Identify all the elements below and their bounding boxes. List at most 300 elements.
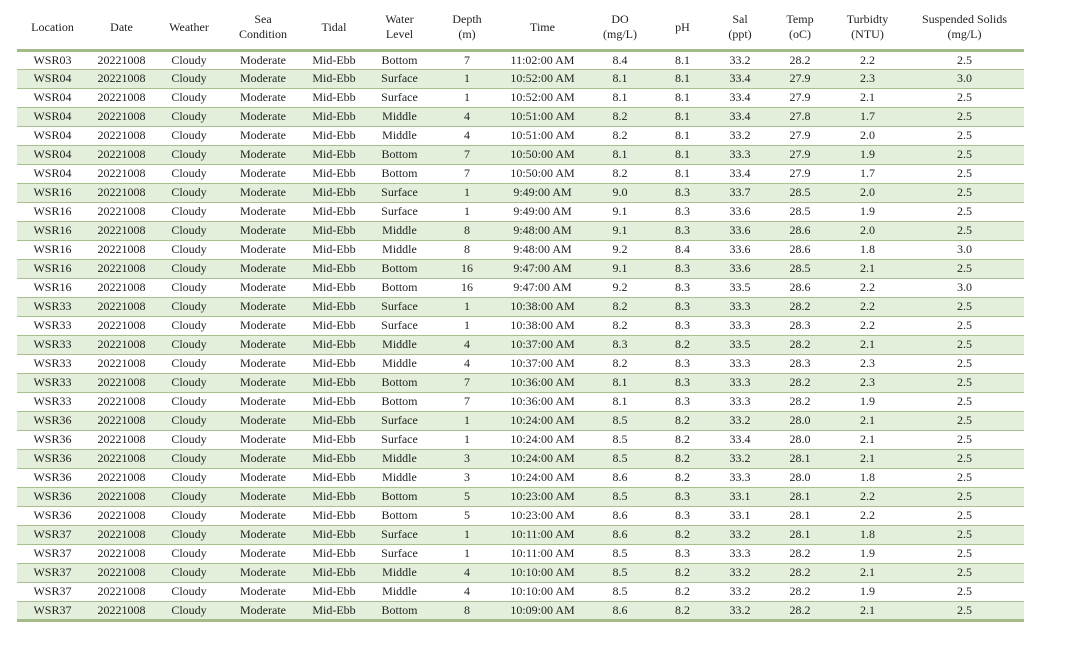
cell-location: WSR36: [17, 468, 88, 487]
cell-sal: 33.2: [710, 50, 770, 69]
cell-suspended-solids: 2.5: [905, 601, 1024, 620]
cell-sal: 33.2: [710, 582, 770, 601]
cell-date: 20221008: [88, 50, 155, 69]
cell-date: 20221008: [88, 240, 155, 259]
cell-temp: 28.3: [770, 354, 830, 373]
cell-water-level: Surface: [365, 202, 434, 221]
cell-weather: Cloudy: [155, 183, 223, 202]
cell-weather: Cloudy: [155, 69, 223, 88]
cell-location: WSR16: [17, 240, 88, 259]
cell-location: WSR36: [17, 449, 88, 468]
cell-time: 10:10:00 AM: [500, 582, 585, 601]
cell-ph: 8.3: [655, 487, 710, 506]
cell-tidal: Mid-Ebb: [303, 88, 365, 107]
table-row: [17, 582, 1024, 601]
cell-depth: 8: [434, 221, 500, 240]
cell-sal: 33.1: [710, 506, 770, 525]
cell-suspended-solids: 2.5: [905, 221, 1024, 240]
table-row: [17, 50, 1024, 69]
cell-time: 10:11:00 AM: [500, 525, 585, 544]
cell-do: 8.2: [585, 297, 655, 316]
cell-ph: 8.1: [655, 50, 710, 69]
column-header-suspended-solids: Suspended Solids (mg/L): [905, 6, 1024, 50]
cell-date: 20221008: [88, 468, 155, 487]
cell-water-level: Middle: [365, 107, 434, 126]
table-row: [17, 183, 1024, 202]
cell-depth: 8: [434, 601, 500, 620]
cell-location: WSR37: [17, 601, 88, 620]
cell-water-level: Surface: [365, 544, 434, 563]
cell-time: 9:47:00 AM: [500, 278, 585, 297]
table-row: [17, 411, 1024, 430]
cell-tidal: Mid-Ebb: [303, 544, 365, 563]
cell-sal: 33.3: [710, 392, 770, 411]
cell-turbidity: 1.9: [830, 392, 905, 411]
cell-suspended-solids: 2.5: [905, 392, 1024, 411]
cell-suspended-solids: 3.0: [905, 240, 1024, 259]
cell-depth: 1: [434, 297, 500, 316]
cell-do: 8.1: [585, 145, 655, 164]
cell-time: 10:24:00 AM: [500, 468, 585, 487]
cell-location: WSR33: [17, 297, 88, 316]
cell-do: 9.0: [585, 183, 655, 202]
cell-ph: 8.3: [655, 202, 710, 221]
cell-ph: 8.1: [655, 164, 710, 183]
cell-sea-condition: Moderate: [223, 69, 303, 88]
cell-do: 8.5: [585, 430, 655, 449]
cell-time: 10:37:00 AM: [500, 335, 585, 354]
cell-ph: 8.2: [655, 430, 710, 449]
cell-ph: 8.3: [655, 259, 710, 278]
cell-temp: 28.6: [770, 221, 830, 240]
cell-time: 10:37:00 AM: [500, 354, 585, 373]
cell-water-level: Middle: [365, 449, 434, 468]
cell-tidal: Mid-Ebb: [303, 563, 365, 582]
table-row: [17, 373, 1024, 392]
cell-depth: 5: [434, 487, 500, 506]
cell-sal: 33.4: [710, 430, 770, 449]
cell-depth: 4: [434, 582, 500, 601]
cell-ph: 8.2: [655, 449, 710, 468]
cell-do: 8.6: [585, 506, 655, 525]
cell-date: 20221008: [88, 202, 155, 221]
cell-depth: 1: [434, 430, 500, 449]
cell-temp: 28.6: [770, 278, 830, 297]
cell-weather: Cloudy: [155, 525, 223, 544]
cell-temp: 27.8: [770, 107, 830, 126]
column-header-sea-condition: Sea Condition: [223, 6, 303, 50]
cell-temp: 28.2: [770, 601, 830, 620]
cell-tidal: Mid-Ebb: [303, 202, 365, 221]
cell-depth: 1: [434, 316, 500, 335]
cell-sea-condition: Moderate: [223, 430, 303, 449]
cell-sea-condition: Moderate: [223, 221, 303, 240]
cell-turbidity: 1.8: [830, 240, 905, 259]
cell-time: 10:24:00 AM: [500, 449, 585, 468]
cell-tidal: Mid-Ebb: [303, 392, 365, 411]
cell-weather: Cloudy: [155, 582, 223, 601]
cell-turbidity: 2.1: [830, 563, 905, 582]
cell-sal: 33.2: [710, 525, 770, 544]
cell-turbidity: 1.7: [830, 107, 905, 126]
cell-sal: 33.3: [710, 468, 770, 487]
cell-water-level: Middle: [365, 240, 434, 259]
cell-turbidity: 2.3: [830, 373, 905, 392]
cell-time: 10:51:00 AM: [500, 126, 585, 145]
cell-date: 20221008: [88, 107, 155, 126]
cell-time: 10:50:00 AM: [500, 145, 585, 164]
cell-temp: 28.0: [770, 430, 830, 449]
cell-water-level: Middle: [365, 335, 434, 354]
cell-depth: 7: [434, 145, 500, 164]
cell-ph: 8.3: [655, 392, 710, 411]
column-header-date: Date: [88, 6, 155, 50]
cell-sal: 33.2: [710, 126, 770, 145]
cell-depth: 1: [434, 411, 500, 430]
cell-turbidity: 2.2: [830, 297, 905, 316]
cell-depth: 3: [434, 468, 500, 487]
cell-weather: Cloudy: [155, 392, 223, 411]
cell-sal: 33.5: [710, 335, 770, 354]
cell-do: 8.1: [585, 373, 655, 392]
cell-location: WSR04: [17, 88, 88, 107]
cell-date: 20221008: [88, 278, 155, 297]
cell-tidal: Mid-Ebb: [303, 449, 365, 468]
cell-turbidity: 2.1: [830, 430, 905, 449]
cell-depth: 4: [434, 563, 500, 582]
cell-sea-condition: Moderate: [223, 145, 303, 164]
cell-turbidity: 2.1: [830, 601, 905, 620]
cell-location: WSR33: [17, 373, 88, 392]
cell-water-level: Surface: [365, 430, 434, 449]
cell-suspended-solids: 2.5: [905, 316, 1024, 335]
cell-depth: 16: [434, 259, 500, 278]
cell-time: 10:51:00 AM: [500, 107, 585, 126]
cell-sea-condition: Moderate: [223, 563, 303, 582]
cell-date: 20221008: [88, 183, 155, 202]
cell-temp: 28.0: [770, 468, 830, 487]
cell-suspended-solids: 2.5: [905, 164, 1024, 183]
cell-weather: Cloudy: [155, 259, 223, 278]
cell-suspended-solids: 3.0: [905, 69, 1024, 88]
cell-turbidity: 2.2: [830, 506, 905, 525]
cell-temp: 28.5: [770, 259, 830, 278]
cell-sal: 33.4: [710, 88, 770, 107]
cell-weather: Cloudy: [155, 164, 223, 183]
cell-time: 10:52:00 AM: [500, 88, 585, 107]
cell-ph: 8.3: [655, 354, 710, 373]
cell-sea-condition: Moderate: [223, 335, 303, 354]
cell-tidal: Mid-Ebb: [303, 335, 365, 354]
cell-sal: 33.6: [710, 202, 770, 221]
cell-time: 10:10:00 AM: [500, 563, 585, 582]
cell-weather: Cloudy: [155, 544, 223, 563]
cell-sal: 33.6: [710, 259, 770, 278]
cell-time: 9:48:00 AM: [500, 221, 585, 240]
cell-water-level: Bottom: [365, 506, 434, 525]
cell-weather: Cloudy: [155, 297, 223, 316]
cell-temp: 28.1: [770, 525, 830, 544]
cell-water-level: Middle: [365, 582, 434, 601]
cell-ph: 8.3: [655, 544, 710, 563]
cell-do: 9.1: [585, 221, 655, 240]
cell-sea-condition: Moderate: [223, 582, 303, 601]
cell-weather: Cloudy: [155, 373, 223, 392]
cell-do: 8.2: [585, 316, 655, 335]
cell-suspended-solids: 2.5: [905, 506, 1024, 525]
cell-weather: Cloudy: [155, 411, 223, 430]
cell-weather: Cloudy: [155, 563, 223, 582]
cell-time: 10:24:00 AM: [500, 430, 585, 449]
cell-do: 8.2: [585, 354, 655, 373]
cell-ph: 8.2: [655, 468, 710, 487]
cell-depth: 7: [434, 373, 500, 392]
table-row: [17, 392, 1024, 411]
cell-date: 20221008: [88, 354, 155, 373]
cell-sal: 33.3: [710, 297, 770, 316]
cell-weather: Cloudy: [155, 145, 223, 164]
table-row: [17, 240, 1024, 259]
cell-sal: 33.7: [710, 183, 770, 202]
column-header-temp: Temp (oC): [770, 6, 830, 50]
cell-weather: Cloudy: [155, 506, 223, 525]
cell-weather: Cloudy: [155, 430, 223, 449]
cell-time: 11:02:00 AM: [500, 50, 585, 69]
cell-time: 10:23:00 AM: [500, 506, 585, 525]
table-row: [17, 468, 1024, 487]
cell-tidal: Mid-Ebb: [303, 126, 365, 145]
cell-suspended-solids: 2.5: [905, 525, 1024, 544]
cell-temp: 28.2: [770, 297, 830, 316]
cell-do: 8.1: [585, 88, 655, 107]
cell-weather: Cloudy: [155, 107, 223, 126]
cell-location: WSR36: [17, 487, 88, 506]
cell-weather: Cloudy: [155, 50, 223, 69]
cell-date: 20221008: [88, 563, 155, 582]
cell-depth: 1: [434, 69, 500, 88]
table-row: [17, 88, 1024, 107]
cell-depth: 7: [434, 392, 500, 411]
table-row: [17, 164, 1024, 183]
cell-location: WSR37: [17, 582, 88, 601]
cell-ph: 8.2: [655, 335, 710, 354]
cell-time: 10:11:00 AM: [500, 544, 585, 563]
cell-location: WSR16: [17, 259, 88, 278]
cell-suspended-solids: 2.5: [905, 183, 1024, 202]
column-header-water-level: Water Level: [365, 6, 434, 50]
cell-suspended-solids: 2.5: [905, 468, 1024, 487]
cell-tidal: Mid-Ebb: [303, 221, 365, 240]
column-header-sal: Sal (ppt): [710, 6, 770, 50]
table-row: [17, 316, 1024, 335]
cell-date: 20221008: [88, 525, 155, 544]
cell-depth: 4: [434, 354, 500, 373]
cell-depth: 1: [434, 88, 500, 107]
cell-time: 10:24:00 AM: [500, 411, 585, 430]
cell-suspended-solids: 2.5: [905, 411, 1024, 430]
cell-suspended-solids: 2.5: [905, 563, 1024, 582]
cell-date: 20221008: [88, 411, 155, 430]
cell-tidal: Mid-Ebb: [303, 430, 365, 449]
cell-sal: 33.6: [710, 240, 770, 259]
cell-depth: 3: [434, 449, 500, 468]
cell-tidal: Mid-Ebb: [303, 164, 365, 183]
cell-suspended-solids: 2.5: [905, 544, 1024, 563]
cell-water-level: Bottom: [365, 145, 434, 164]
cell-temp: 28.3: [770, 316, 830, 335]
cell-turbidity: 2.3: [830, 69, 905, 88]
cell-tidal: Mid-Ebb: [303, 373, 365, 392]
cell-suspended-solids: 2.5: [905, 354, 1024, 373]
cell-sal: 33.2: [710, 563, 770, 582]
cell-turbidity: 1.9: [830, 202, 905, 221]
cell-do: 8.1: [585, 392, 655, 411]
cell-weather: Cloudy: [155, 487, 223, 506]
table-row: [17, 202, 1024, 221]
cell-weather: Cloudy: [155, 449, 223, 468]
cell-date: 20221008: [88, 544, 155, 563]
cell-depth: 1: [434, 544, 500, 563]
cell-sea-condition: Moderate: [223, 354, 303, 373]
table-row: [17, 525, 1024, 544]
cell-location: WSR16: [17, 202, 88, 221]
cell-turbidity: 1.7: [830, 164, 905, 183]
cell-time: 9:49:00 AM: [500, 202, 585, 221]
cell-sea-condition: Moderate: [223, 126, 303, 145]
cell-ph: 8.2: [655, 525, 710, 544]
cell-temp: 28.2: [770, 563, 830, 582]
cell-turbidity: 2.3: [830, 354, 905, 373]
cell-sal: 33.3: [710, 145, 770, 164]
cell-depth: 8: [434, 240, 500, 259]
cell-location: WSR33: [17, 354, 88, 373]
cell-do: 8.5: [585, 582, 655, 601]
cell-turbidity: 1.9: [830, 145, 905, 164]
cell-water-level: Bottom: [365, 259, 434, 278]
cell-location: WSR33: [17, 392, 88, 411]
cell-turbidity: 1.9: [830, 544, 905, 563]
cell-weather: Cloudy: [155, 126, 223, 145]
cell-water-level: Middle: [365, 354, 434, 373]
cell-sal: 33.4: [710, 164, 770, 183]
cell-suspended-solids: 2.5: [905, 373, 1024, 392]
cell-ph: 8.3: [655, 183, 710, 202]
cell-date: 20221008: [88, 335, 155, 354]
cell-sea-condition: Moderate: [223, 88, 303, 107]
cell-weather: Cloudy: [155, 601, 223, 620]
water-quality-table-container: [17, 6, 1024, 622]
cell-turbidity: 2.2: [830, 50, 905, 69]
cell-sal: 33.1: [710, 487, 770, 506]
column-header-weather: Weather: [155, 6, 223, 50]
cell-tidal: Mid-Ebb: [303, 525, 365, 544]
table-row: [17, 506, 1024, 525]
cell-tidal: Mid-Ebb: [303, 107, 365, 126]
table-row: [17, 126, 1024, 145]
column-header-location: Location: [17, 6, 88, 50]
cell-weather: Cloudy: [155, 335, 223, 354]
cell-date: 20221008: [88, 601, 155, 620]
cell-tidal: Mid-Ebb: [303, 240, 365, 259]
cell-sea-condition: Moderate: [223, 50, 303, 69]
cell-temp: 28.1: [770, 487, 830, 506]
table-row: [17, 145, 1024, 164]
cell-turbidity: 2.2: [830, 487, 905, 506]
cell-suspended-solids: 2.5: [905, 297, 1024, 316]
cell-suspended-solids: 2.5: [905, 107, 1024, 126]
table-row: [17, 449, 1024, 468]
table-row: [17, 354, 1024, 373]
cell-water-level: Bottom: [365, 50, 434, 69]
cell-turbidity: 1.8: [830, 525, 905, 544]
cell-suspended-solids: 2.5: [905, 202, 1024, 221]
cell-date: 20221008: [88, 373, 155, 392]
cell-time: 10:36:00 AM: [500, 373, 585, 392]
cell-water-level: Bottom: [365, 392, 434, 411]
cell-sea-condition: Moderate: [223, 468, 303, 487]
cell-do: 9.1: [585, 259, 655, 278]
cell-temp: 28.1: [770, 506, 830, 525]
cell-water-level: Bottom: [365, 373, 434, 392]
cell-ph: 8.4: [655, 240, 710, 259]
cell-do: 9.2: [585, 278, 655, 297]
cell-tidal: Mid-Ebb: [303, 506, 365, 525]
cell-location: WSR03: [17, 50, 88, 69]
cell-sal: 33.3: [710, 316, 770, 335]
cell-depth: 4: [434, 335, 500, 354]
cell-temp: 27.9: [770, 164, 830, 183]
cell-tidal: Mid-Ebb: [303, 316, 365, 335]
cell-weather: Cloudy: [155, 316, 223, 335]
cell-sal: 33.2: [710, 601, 770, 620]
cell-temp: 28.2: [770, 392, 830, 411]
table-row: [17, 297, 1024, 316]
cell-water-level: Surface: [365, 411, 434, 430]
cell-sal: 33.3: [710, 373, 770, 392]
cell-do: 8.3: [585, 335, 655, 354]
cell-location: WSR16: [17, 278, 88, 297]
table-header: [17, 6, 1024, 50]
cell-suspended-solids: 2.5: [905, 449, 1024, 468]
cell-sea-condition: Moderate: [223, 202, 303, 221]
cell-location: WSR33: [17, 335, 88, 354]
cell-date: 20221008: [88, 449, 155, 468]
table-body: [17, 50, 1024, 620]
table-row: [17, 259, 1024, 278]
cell-sal: 33.3: [710, 354, 770, 373]
cell-do: 9.1: [585, 202, 655, 221]
cell-do: 8.6: [585, 601, 655, 620]
cell-sea-condition: Moderate: [223, 278, 303, 297]
cell-water-level: Middle: [365, 468, 434, 487]
column-header-ph: pH: [655, 6, 710, 50]
cell-date: 20221008: [88, 164, 155, 183]
cell-temp: 28.2: [770, 373, 830, 392]
cell-location: WSR36: [17, 411, 88, 430]
cell-water-level: Surface: [365, 183, 434, 202]
cell-date: 20221008: [88, 88, 155, 107]
cell-weather: Cloudy: [155, 221, 223, 240]
table-row: [17, 335, 1024, 354]
cell-water-level: Bottom: [365, 278, 434, 297]
cell-do: 8.5: [585, 487, 655, 506]
cell-water-level: Bottom: [365, 601, 434, 620]
cell-weather: Cloudy: [155, 354, 223, 373]
cell-sal: 33.4: [710, 69, 770, 88]
cell-sea-condition: Moderate: [223, 259, 303, 278]
cell-temp: 27.9: [770, 69, 830, 88]
cell-time: 9:49:00 AM: [500, 183, 585, 202]
